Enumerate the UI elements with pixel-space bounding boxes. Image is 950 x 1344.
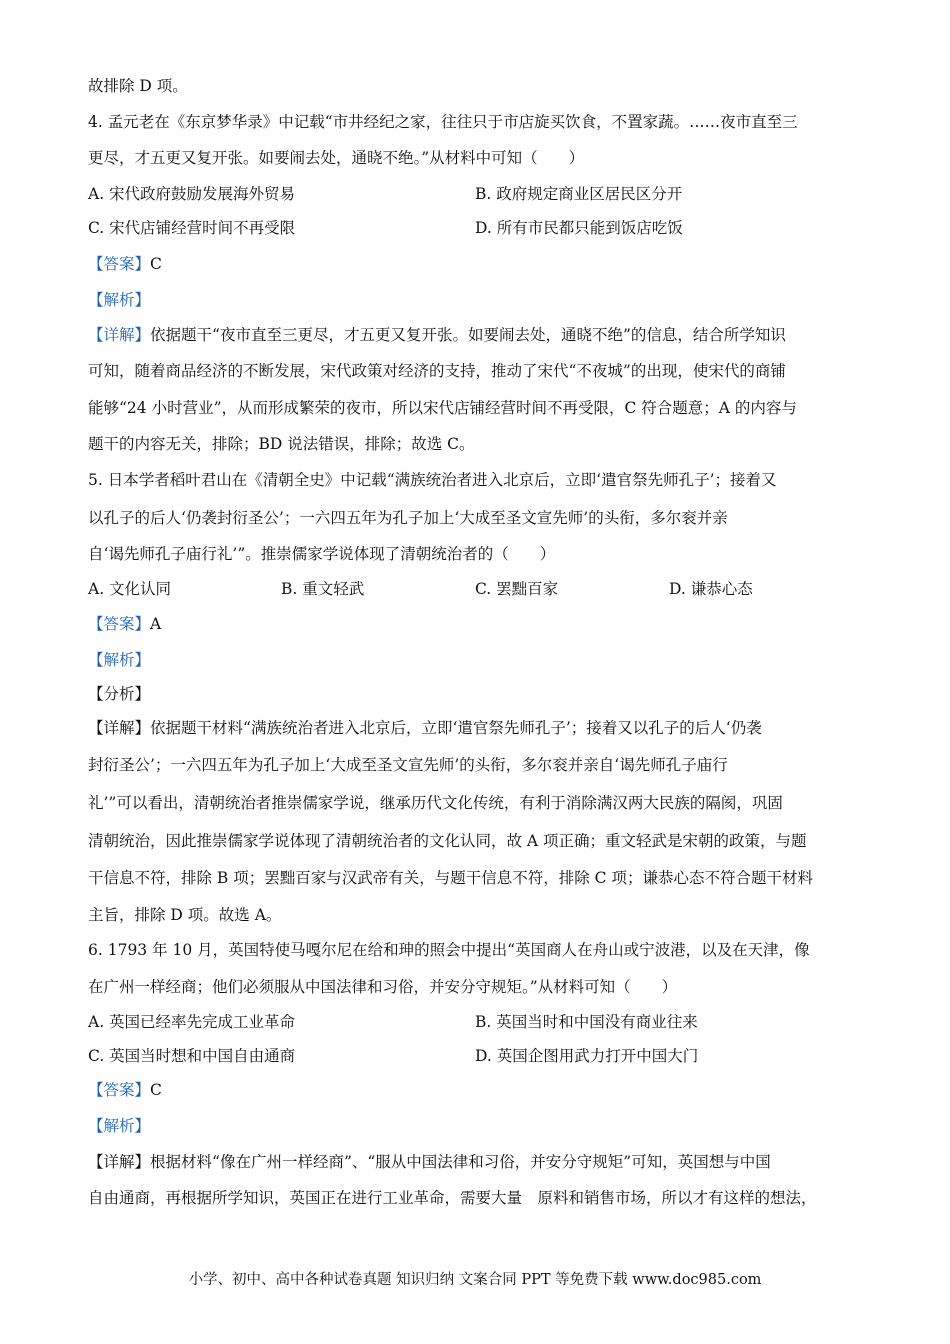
q6-answer [88, 1080, 162, 1100]
analysis-tag: 【解析】 [88, 1117, 151, 1135]
answer-value: A [150, 615, 162, 633]
q4-detail-line: 可知，随着商品经济的不断发展，宋代政策对经济的支持，推动了宋代“不夜城”的出现，使宋代的商铺 [88, 362, 786, 380]
q4-option-a: A. 宋代政府鼓励发展海外贸易 [88, 185, 296, 203]
detail-text: 依据题干材料“满族统治者进入北京后，立即‘遣官祭先师孔子’；接着又以孔子的后人‘仍袭 [150, 719, 762, 737]
question-5-stem: 自‘谒先师孔子庙行礼’”。推崇儒家学说体现了清朝统治者的（ ） [88, 545, 556, 563]
q5-detail-line: 清朝统治，因此推崇儒家学说体现了清朝统治者的文化认同，故 A 项正确；重文轻武是宋朝的政策，与题 [88, 832, 807, 850]
answer-value: C [150, 1081, 162, 1099]
q5-fenxi-tag [88, 684, 150, 704]
q4-detail-line: 题干的内容无关，排除；BD 说法错误，排除；故选 C。 [88, 435, 475, 453]
q6-option-c: C. 英国当时想和中国自由通商 [88, 1047, 296, 1065]
q5-option-b: B. 重文轻武 [281, 580, 365, 598]
q4-option-d: D. 所有市民都只能到饭店吃饭 [475, 219, 683, 237]
q5-analysis-tag [88, 650, 150, 670]
q4-detail-line [88, 325, 786, 345]
detail-tag: 【详解】 [88, 326, 151, 344]
answer-value: C [150, 255, 162, 273]
detail-text: 根据材料“像在广州一样经商”、“服从中国法律和习俗，并安分守规矩”可知，英国想与中国 [150, 1153, 771, 1171]
q5-detail-line: 封衍圣公’；一六四五年为孔子加上‘大成至圣文宣先师’的头衔，多尔衮并亲自‘谒先师孔子庙行 [88, 756, 728, 774]
detail-tag: 【详解】 [88, 1153, 151, 1171]
q6-option-d: D. 英国企图用武力打开中国大门 [475, 1047, 699, 1065]
q5-detail-line: 主旨，排除 D 项。故选 A。 [88, 906, 282, 924]
q5-option-a: A. 文化认同 [88, 580, 172, 598]
q5-detail-line: 干信息不符，排除 B 项；罢黜百家与汉武帝有关，与题干信息不符，排除 C 项；谦恭心态不符合题干材料 [88, 869, 813, 887]
answer-tag: 【答案】 [88, 255, 151, 273]
q6-detail-line [88, 1152, 771, 1172]
q5-detail-line: 礼’”可以看出，清朝统治者推崇儒家学说，继承历代文化传统，有利于消除满汉两大民族的隔阂，巩固 [88, 794, 783, 812]
analysis-tag: 【解析】 [88, 651, 151, 669]
answer-tag: 【答案】 [88, 615, 151, 633]
q4-option-c: C. 宋代店铺经营时间不再受限 [88, 219, 296, 237]
q6-detail-line: 自由通商，再根据所学知识，英国正在进行工业革命，需要大量 原料和销售市场，所以才有这样的想法， [88, 1189, 817, 1207]
page-footer: 小学、初中、高中各种试卷真题 知识归纳 文案合同 PPT 等免费下载 www.doc985.com [188, 1272, 762, 1288]
question-5-stem: 5. 日本学者稻叶君山在《清朝全史》中记载“满族统治者进入北京后，立即‘遣官祭先师孔子’；接着又 [88, 471, 777, 489]
q4-answer [88, 254, 162, 274]
analysis-tag: 【解析】 [88, 291, 151, 309]
q4-option-b: B. 政府规定商业区居民区分开 [475, 185, 683, 203]
q6-option-b: B. 英国当时和中国没有商业往来 [475, 1013, 698, 1031]
fenxi-tag: 【分析】 [88, 685, 151, 703]
question-4-stem: 更尽，才五更又复开张。如要闹去处，通晓不绝。”从材料中可知（ ） [88, 149, 585, 167]
q6-analysis-tag [88, 1116, 150, 1136]
q6-option-a: A. 英国已经率先完成工业革命 [88, 1013, 296, 1031]
question-5-stem: 以孔子的后人‘仍袭封衍圣公’；一六四五年为孔子加上‘大成至圣文宣先师’的头衔，多尔衮并亲 [88, 509, 728, 527]
detail-text: 依据题干“夜市直至三更尽，才五更又复开张。如要闹去处，通晓不绝”的信息，结合所学知识 [150, 326, 786, 344]
detail-tag: 【详解】 [88, 719, 151, 737]
q5-answer [88, 614, 161, 634]
answer-tag: 【答案】 [88, 1081, 151, 1099]
text-line: 故排除 D 项。 [88, 77, 188, 95]
q4-detail-line: 能够“24 小时营业”，从而形成繁荣的夜市，所以宋代店铺经营时间不再受限，C 符合题意；A 的内容与 [88, 399, 797, 417]
q5-option-d: D. 谦恭心态 [669, 580, 753, 598]
q5-detail-line [88, 718, 762, 738]
question-6-stem: 6. 1793 年 10 月，英国特使马嘎尔尼在给和珅的照会中提出“英国商人在舟山或宁波港，以及在天津，像 [88, 941, 810, 959]
question-4-stem: 4. 孟元老在《东京梦华录》中记载“市井经纪之家，往往只于市店旋买饮食，不置家蔬。……夜市直至三 [88, 113, 798, 131]
q5-option-c: C. 罢黜百家 [475, 580, 559, 598]
q4-analysis-tag [88, 290, 150, 310]
question-6-stem: 在广州一样经商；他们必须服从中国法律和习俗，并安分守规矩。”从材料可知（ ） [88, 978, 678, 996]
